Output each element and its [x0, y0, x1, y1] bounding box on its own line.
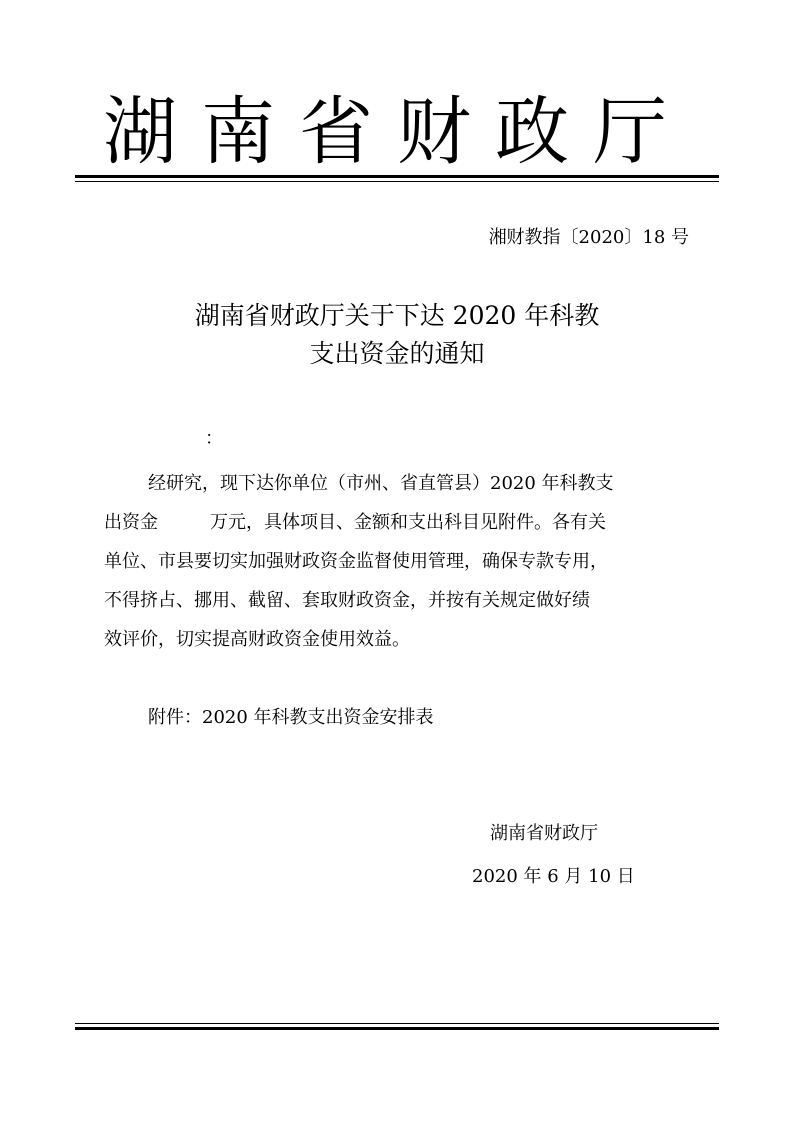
signature-date: 2020 年 6 月 10 日	[472, 866, 635, 887]
document-number: 湘财教指〔2020〕18 号	[488, 227, 689, 248]
recipient-line: ：	[205, 428, 223, 449]
title-line-2: 支出资金的通知	[309, 339, 485, 368]
header-rule-thick	[75, 175, 719, 178]
attachment-note: 附件：2020 年科教支出资金安排表	[148, 707, 434, 728]
body-line-1: 经研究，现下达你单位（市州、省直管县）2020 年科教支	[148, 473, 614, 494]
header-rule-thin	[75, 181, 719, 182]
body-line-5: 效评价，切实提高财政资金使用效益。	[104, 629, 410, 650]
body-line-2-start: 出资金	[104, 512, 158, 533]
body-line-2-end: 万元，具体项目、金额和支出科目见附件。各有关	[210, 512, 606, 533]
body-line-3: 单位、市县要切实加强财政资金监督使用管理，确保专款专用，	[104, 551, 608, 572]
title-line-1: 湖南省财政厅关于下达 2020 年科教	[194, 301, 600, 330]
body-line-4: 不得挤占、挪用、截留、套取财政资金，并按有关规定做好绩	[104, 590, 590, 611]
signature-org: 湖南省财政厅	[490, 823, 598, 844]
masthead-title: 湖南省财政厅	[103, 89, 691, 175]
body-paragraph	[104, 464, 694, 659]
footer-rule-thick	[75, 1027, 719, 1030]
footer-rule-thin	[75, 1023, 719, 1024]
body-line-2	[104, 503, 694, 542]
document-title	[75, 297, 719, 373]
